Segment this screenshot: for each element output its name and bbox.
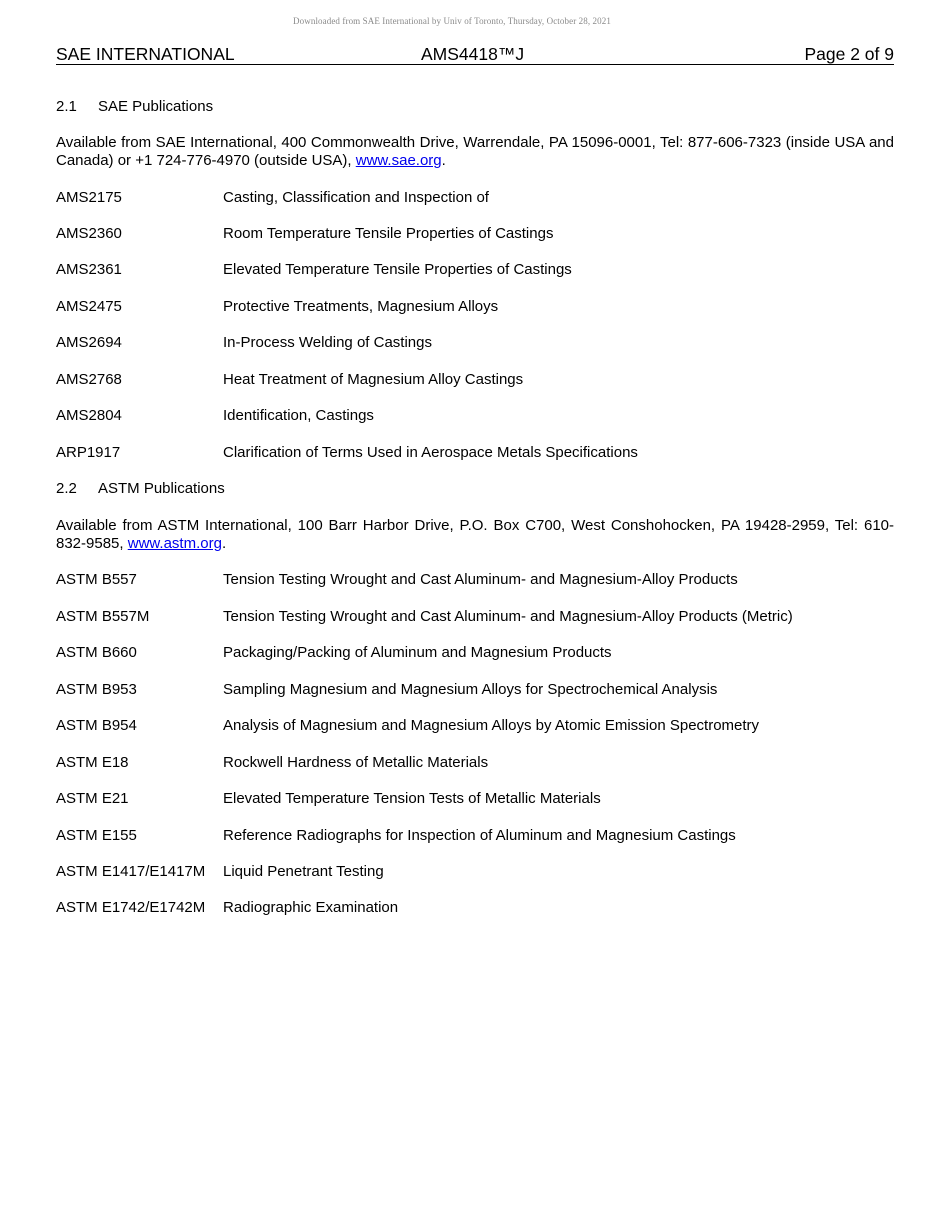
availability-end: . (441, 152, 446, 169)
reference-row (56, 717, 894, 735)
reference-code: ASTM E1742/E1742M (56, 899, 206, 916)
reference-code: ASTM B557M (56, 608, 150, 625)
reference-code: AMS2768 (56, 371, 122, 388)
reference-code: ASTM B953 (56, 681, 137, 698)
astm-availability-paragraph (56, 517, 894, 553)
page-header (56, 44, 894, 65)
reference-row (56, 298, 894, 316)
reference-title: Room Temperature Tensile Properties of Castings (223, 225, 554, 242)
reference-row (56, 571, 894, 589)
section-heading-astm (56, 480, 225, 498)
reference-title: Liquid Penetrant Testing (223, 863, 384, 880)
header-organization: SAE INTERNATIONAL (56, 44, 235, 64)
reference-code: AMS2804 (56, 407, 122, 424)
reference-row (56, 608, 894, 626)
reference-code: AMS2360 (56, 225, 122, 242)
section-number: 2.2 (56, 480, 77, 497)
reference-row (56, 261, 894, 279)
reference-row (56, 827, 894, 845)
download-watermark: Downloaded from SAE International by Univ of Toronto, Thursday, October 28, 2021 (293, 16, 611, 26)
reference-code: AMS2475 (56, 298, 122, 315)
reference-code: ASTM E1417/E1417M (56, 863, 206, 880)
reference-title: Packaging/Packing of Aluminum and Magnesium Products (223, 644, 612, 661)
reference-title: Protective Treatments, Magnesium Alloys (223, 298, 499, 315)
reference-code: ASTM B954 (56, 717, 137, 734)
reference-code: AMS2694 (56, 334, 122, 351)
section-title: SAE Publications (98, 98, 214, 115)
availability-end: . (221, 535, 227, 552)
reference-row (56, 863, 894, 881)
reference-code: ASTM B660 (56, 644, 137, 661)
reference-row (56, 371, 894, 389)
reference-code: ASTM B557 (56, 571, 137, 588)
reference-row (56, 225, 894, 243)
reference-title: Sampling Magnesium and Magnesium Alloys for Spectrochemical Analysis (223, 681, 718, 698)
sae-availability-paragraph (56, 134, 894, 170)
astm-website-link[interactable]: www.astm.org (127, 535, 222, 552)
reference-row (56, 407, 894, 425)
reference-title: Analysis of Magnesium and Magnesium Alloys by Atomic Emission Spectrometry (223, 717, 760, 734)
reference-row (56, 334, 894, 352)
reference-title: Casting, Classification and Inspection of (223, 189, 489, 206)
reference-code: AMS2175 (56, 189, 122, 206)
reference-code: AMS2361 (56, 261, 122, 278)
reference-title: Clarification of Terms Used in Aerospace Metals Specifications (223, 444, 638, 461)
reference-code: ASTM E21 (56, 790, 129, 807)
reference-title: Rockwell Hardness of Metallic Materials (223, 754, 489, 771)
reference-title: Radiographic Examination (223, 899, 399, 916)
reference-title: Identification, Castings (223, 407, 374, 424)
reference-row (56, 790, 894, 808)
header-page-number: Page 2 of 9 (804, 44, 894, 64)
reference-row (56, 899, 894, 917)
section-number: 2.1 (56, 98, 77, 115)
header-document-id: AMS4418™J (421, 44, 525, 64)
reference-row (56, 444, 894, 462)
reference-row (56, 644, 894, 662)
reference-title: Reference Radiographs for Inspection of Aluminum and Magnesium Castings (223, 827, 736, 844)
reference-title: Tension Testing Wrought and Cast Aluminum- and Magnesium-Alloy Products (Metric) (223, 608, 793, 625)
sae-website-link[interactable]: www.sae.org (355, 152, 442, 169)
reference-title: Elevated Temperature Tension Tests of Metallic Materials (223, 790, 601, 807)
reference-code: ARP1917 (56, 444, 121, 461)
reference-row (56, 754, 894, 772)
reference-title: Heat Treatment of Magnesium Alloy Castings (223, 371, 524, 388)
section-heading-sae (56, 98, 213, 116)
reference-code: ASTM E155 (56, 827, 137, 844)
reference-row (56, 681, 894, 699)
reference-code: ASTM E18 (56, 754, 129, 771)
reference-title: Elevated Temperature Tensile Properties of Castings (223, 261, 572, 278)
availability-text: Available from SAE International, 400 Commonwealth Drive, Warrendale, PA 15096-0001, Tel: 877-606-7323 (inside USA and Canada) or +1 724-776-4970 (outside USA), (56, 134, 894, 169)
section-title: ASTM Publications (98, 480, 225, 497)
availability-text: Available from ASTM International, 100 Barr Harbor Drive, P.O. Box C700, West Conshohocken, PA 19428-2959, Tel: 610-832-9585, (56, 517, 894, 552)
reference-title: In-Process Welding of Castings (223, 334, 432, 351)
reference-row (56, 189, 894, 207)
reference-title: Tension Testing Wrought and Cast Aluminum- and Magnesium-Alloy Products (223, 571, 738, 588)
